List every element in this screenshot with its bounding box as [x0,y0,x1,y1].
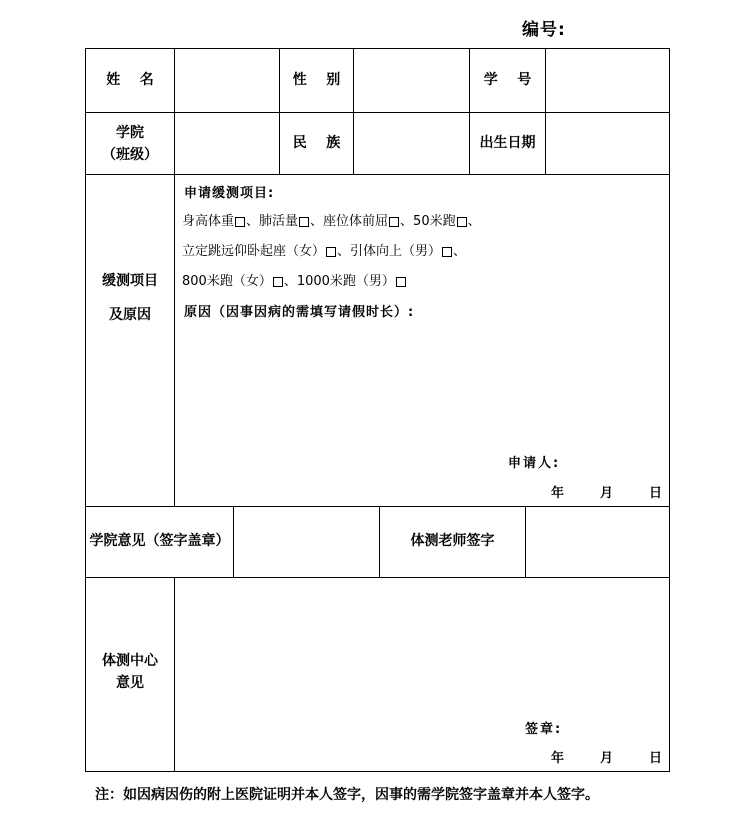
deferral-application-form [85,48,670,772]
deferral-items-line3 [182,275,407,288]
item-vital-capacity: 、肺活量 [246,214,299,229]
reason-label: 原因（因事因病的需填写请假时长）: [184,305,415,320]
checkbox-1000m-run[interactable] [396,277,406,287]
college-label: 学院 [116,125,144,141]
checkbox-50m-run[interactable] [457,217,467,227]
item-sit-and-reach: 、座位体前屈 [310,214,389,229]
college-class-field[interactable] [175,113,279,174]
gender-field[interactable] [354,49,469,112]
apply-date-month: 月 [600,486,614,501]
item-jump-situp: 立定跳远仰卧起座（女） [182,244,326,259]
center-label-line1: 体测中心 [102,653,158,669]
ethnicity-field[interactable] [354,113,469,174]
deferral-items-title: 申请缓测项目: [184,186,275,201]
checkbox-height-weight[interactable] [235,217,245,227]
item-separator: 、 [467,214,481,229]
deferral-items-line2 [182,245,466,258]
name-field[interactable] [175,49,279,112]
item-pullup: 、引体向上（男） [337,244,442,259]
checkbox-vital-capacity[interactable] [299,217,309,227]
center-date-day: 日 [649,751,663,766]
checkbox-pullup[interactable] [442,247,452,257]
college-class-label [86,122,174,167]
apply-date-day: 日 [649,486,663,501]
deferral-items-line1 [182,215,481,228]
name-label: 姓 名 [106,72,154,88]
item-height-weight: 身高体重 [182,214,235,229]
item-1000m-run: 、1000米跑（男） [283,274,395,289]
student-id-label: 学 号 [483,72,532,88]
apply-date-year: 年 [551,486,565,501]
center-opinion-label [86,650,174,695]
deferral-label-line2: 及原因 [109,307,151,323]
seal-label: 签章: [525,722,563,737]
column-divider [279,49,280,174]
deferral-section-label [86,264,174,332]
college-opinion-label: 学院意见（签字盖章） [89,533,230,549]
teacher-sign-field[interactable] [526,507,669,577]
birthdate-field[interactable] [546,113,669,174]
center-date-month: 月 [600,751,614,766]
college-opinion-field[interactable] [234,507,379,577]
item-separator: 、 [453,244,467,259]
item-50m-run: 、50米跑 [400,214,456,229]
center-date-year: 年 [551,751,565,766]
gender-label: 性 别 [292,72,341,88]
center-label-line2: 意见 [116,675,144,692]
deferral-label-line1: 缓测项目 [102,273,158,289]
column-divider [469,49,470,174]
applicant-label: 申请人: [508,456,561,471]
checkbox-sit-and-reach[interactable] [389,217,399,227]
item-800m-run: 800米跑（女） [182,274,272,289]
teacher-sign-label: 体测老师签字 [410,533,495,549]
checkbox-jump-situp[interactable] [326,247,336,257]
checkbox-800m-run[interactable] [273,277,283,287]
center-opinion-field[interactable] [175,578,669,713]
reason-field[interactable] [182,329,662,449]
student-id-field[interactable] [546,49,669,112]
ethnicity-label: 民 族 [292,135,341,151]
footer-note: 注：如因病因伤的附上医院证明并本人签字，因事的需学院签字盖章并本人签字。 [95,787,599,803]
document-number-label: 编号: [522,20,566,40]
birthdate-label: 出生日期 [479,135,536,151]
class-label: （班级） [102,147,158,164]
